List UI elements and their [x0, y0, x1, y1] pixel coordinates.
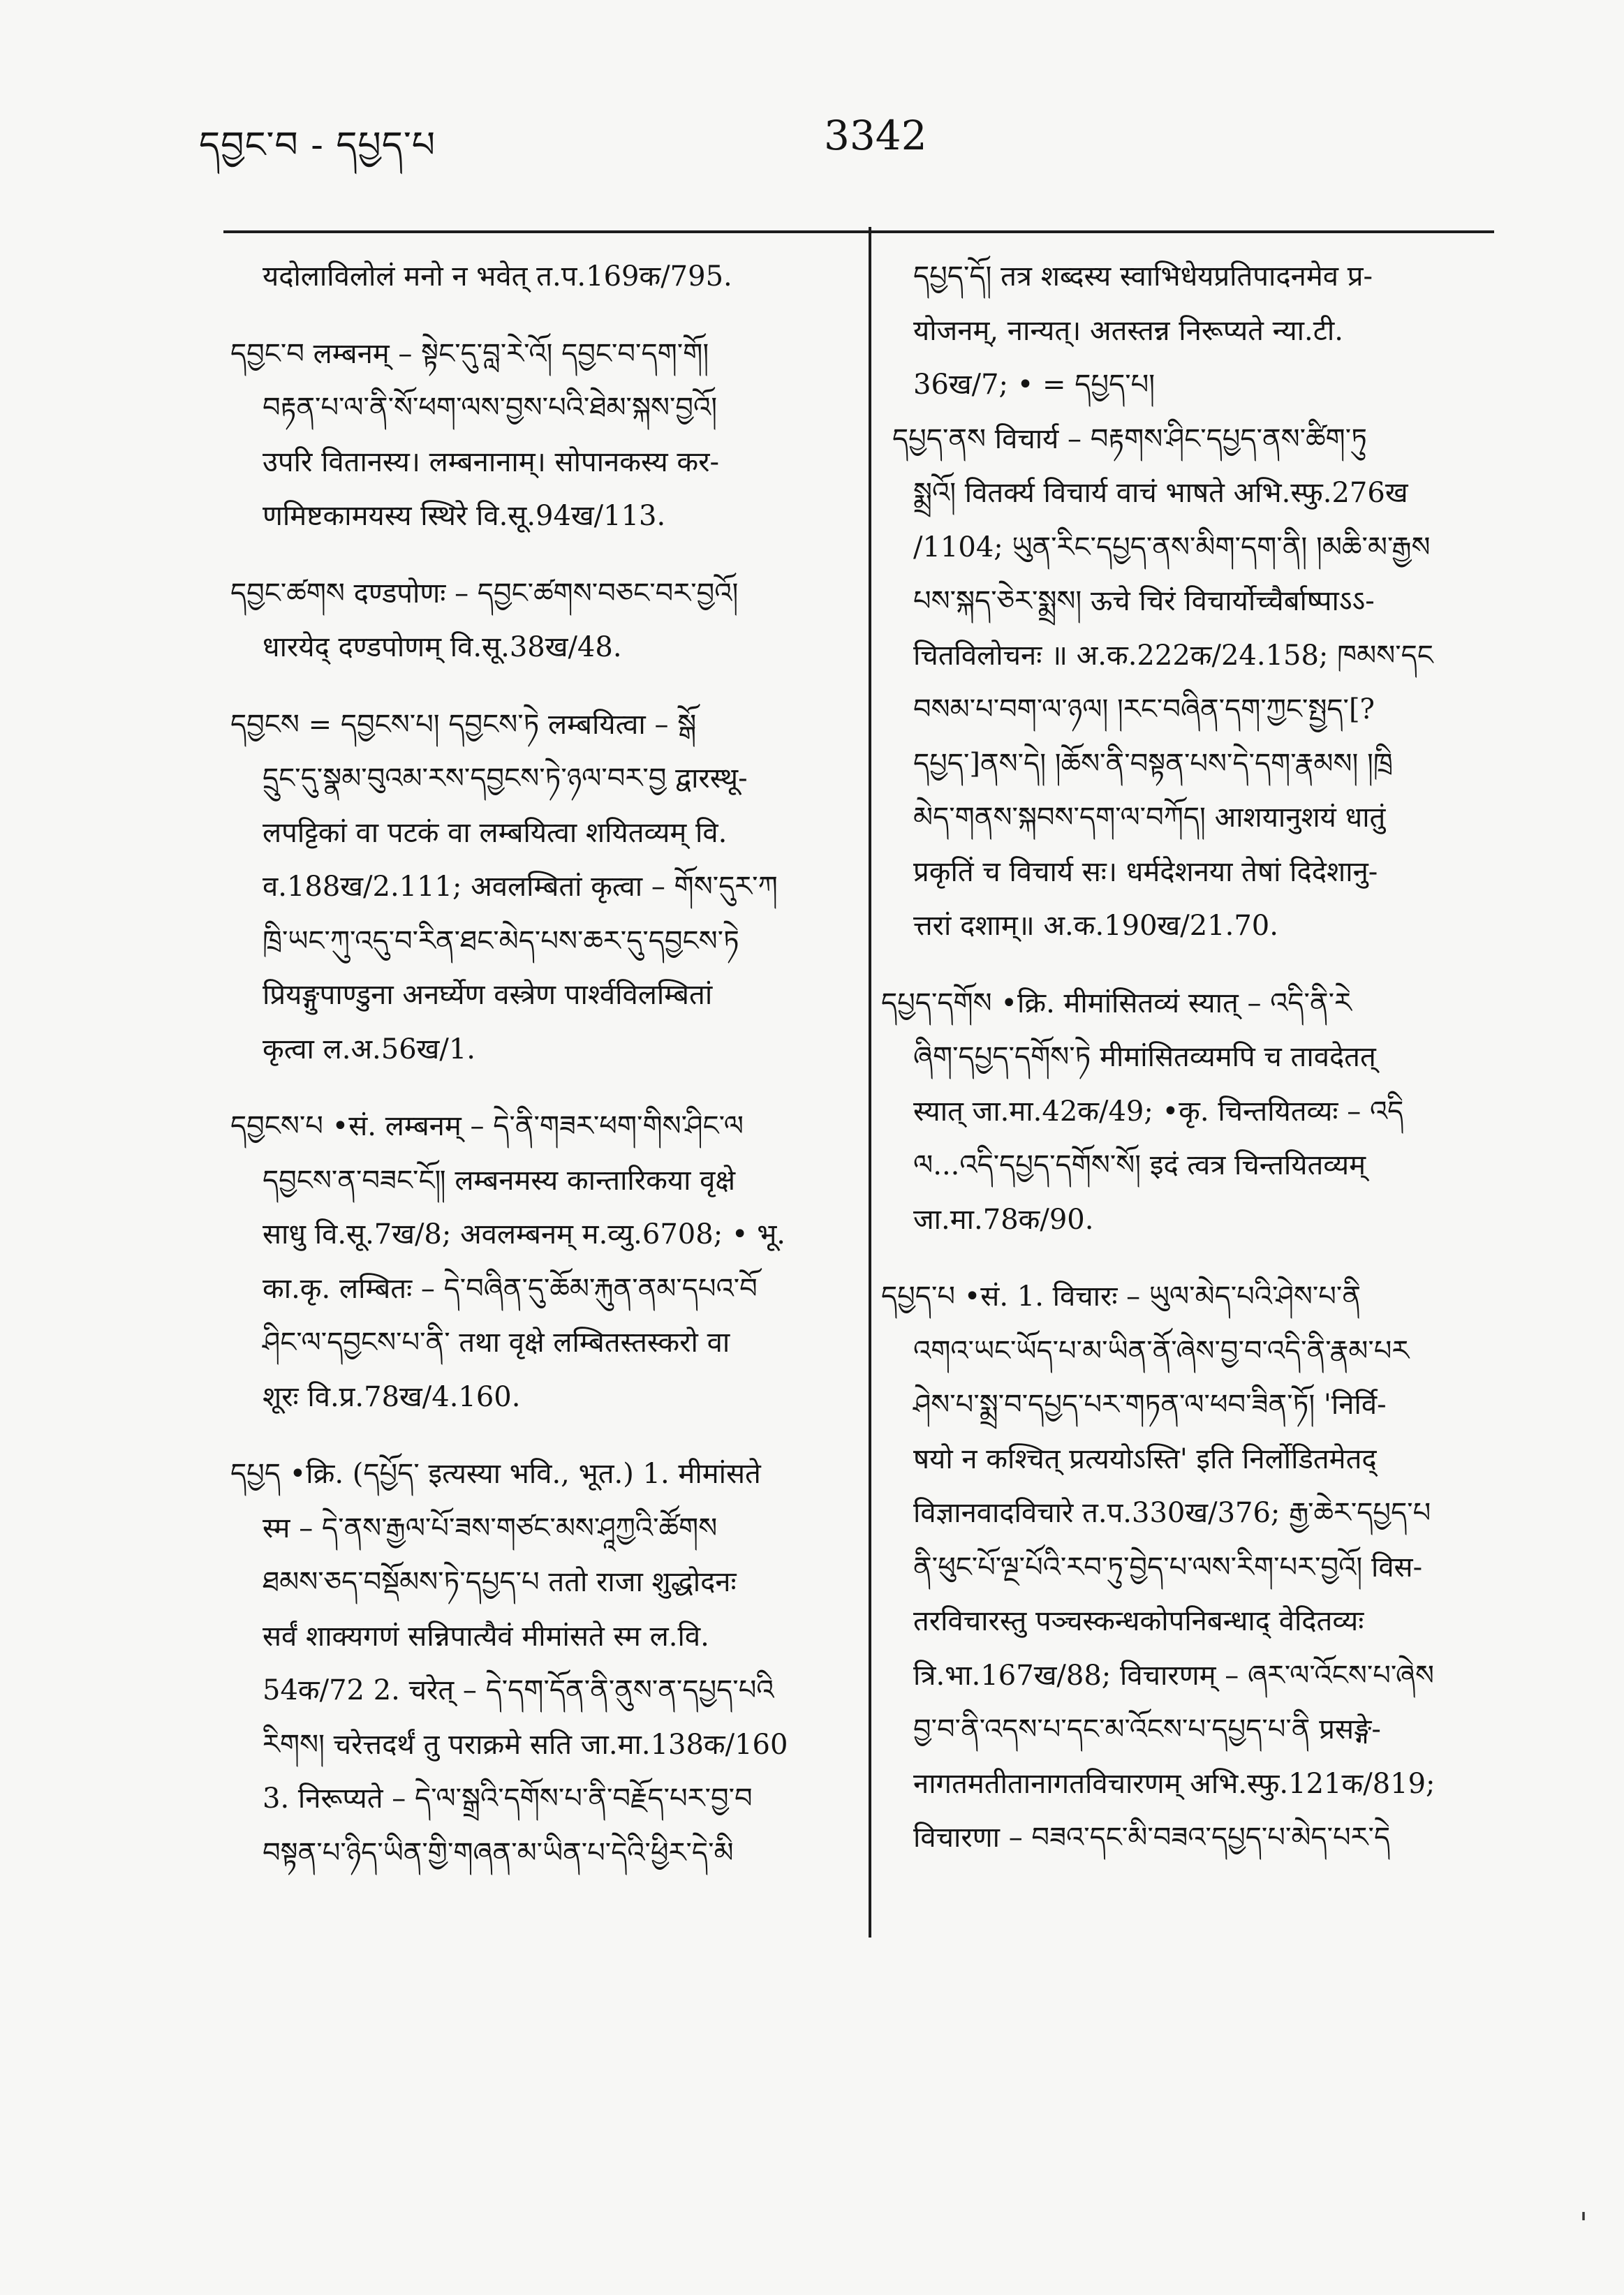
- text-line: स्यात् जा.मा.42क/49; •कृ. चिन्तयितव्यः – འདི: [913, 1095, 1404, 1128]
- entry-headword-line: དབྱངས་པ •सं. लम्बनम् – དེ་ནི་གཟར་ཕག་གིས་ཤིང་ལ: [230, 1110, 744, 1142]
- header-rule: [223, 230, 1494, 233]
- text-line: प्रकृतिं च विचार्य सः। धर्मदेशनया तेषां दिदेशानु-: [913, 855, 1378, 888]
- text-line: དཔྱད་]ནས་དེ། །ཆོས་ནི་བསྟན་པས་དེ་དག་རྣམས། །ཁྲི: [913, 747, 1393, 780]
- text-line: विचारणा – བཟའ་དང་མི་བཟའ་དཔྱད་པ་མེད་པར་དེ: [913, 1822, 1391, 1854]
- text-line: व.188ख/2.111; अवलम्बितां कृत्वा – གོས་དུར་ཀ: [263, 871, 778, 903]
- text-line: 36ख/7; • = དཔྱད་པ།: [913, 369, 1156, 401]
- text-line: का.कृ. लम्बितः – དེ་བཞིན་དུ་ཆོམ་རྐུན་ནམ་དཔའ་བོ: [263, 1272, 758, 1305]
- text-line: यदोलाविलोलं मनो न भवेत् त.प.169क/795.: [263, 260, 732, 293]
- text-line: བསམ་པ་བག་ལ་ཉལ། །རང་བཞིན་དག་ཀྱང་སྤྱད་[?: [913, 693, 1375, 725]
- text-line: प्रियङ्गुपाण्डुना अनर्घ्येण वस्त्रेण पार्श्वविलम्बितां: [263, 979, 713, 1011]
- entry-headword-line: དཔྱད་ནས विचार्य – བརྟགས་ཤིང་དཔྱད་ནས་ཚིག་ཏུ: [892, 422, 1367, 455]
- text-line: དྲུང་དུ་སྣམ་བུའམ་རས་དབྱངས་ཏེ་ཉལ་བར་བྱ द्वारस्थू-: [263, 762, 748, 795]
- entry-headword-line: དབྱང་ཚགས दण्डपोणः – དབྱང་ཚགས་བཅང་བར་བྱའོ།: [230, 577, 739, 610]
- right-column: [881, 250, 1503, 1866]
- text-line: त्तरां दशाम्॥ अ.क.190ख/21.70.: [913, 910, 1278, 942]
- text-line: चितविलोचनः ॥ अ.क.222क/24.158; ཁམས་དང: [913, 639, 1433, 672]
- text-line: कृत्वा ल.अ.56ख/1.: [263, 1033, 476, 1065]
- text-line: सर्वं शाक्यगणं सन्निपात्यैवं मीमांसते स्म ल.वि.: [263, 1620, 709, 1653]
- text-line: རིགས། चरेत्तदर्थं तु पराक्रमे सति जा.मा.138क/160: [263, 1728, 788, 1761]
- text-line: /1104; ཡུན་རིང་དཔྱད་ནས་མིག་དག་ནི། །མཆི་མ་རྒྱས: [913, 531, 1431, 563]
- text-line: नागतमतीतानागतविचारणम् अभि.स्फु.121क/819;: [913, 1767, 1435, 1800]
- text-line: ཤེས་པ་སྨྲ་བ་དཔྱད་པར་གཏན་ལ་ཕབ་ཟིན་ཏོ། 'निर्वि-: [913, 1389, 1387, 1421]
- text-line: लपट्टिकां वा पटकं वा लम्बयित्वा शयितव्यम् वि.: [263, 816, 728, 849]
- text-line: शूरः वि.प्र.78ख/4.160.: [263, 1380, 521, 1413]
- text-line: जा.मा.78क/90.: [913, 1203, 1094, 1236]
- running-head: དབྱང་བ - དཔྱད་པ: [199, 124, 436, 166]
- text-line: བརྟན་པ་ལ་ནི་སོ་ཕག་ལས་བྱས་པའི་ཐེམ་སྐས་བྱའོ།: [263, 392, 718, 424]
- entry-headword-line: དབྱང་བ लम्बनम् – སྟེང་དུ་བླ་རེ་འོ། དབྱང་བ་དག་གོ།: [230, 337, 709, 370]
- text-line: 54क/72 2. चरेत् – དེ་དག་དོན་ནི་ནུས་ན་དཔྱད་པའི: [263, 1674, 774, 1706]
- text-line: तरविचारस्तु पञ्चस्कन्धकोपनिबन्धाद् वेदितव्यः: [913, 1605, 1364, 1637]
- text-line: उपरि वितानस्य। लम्बनानाम्। सोपानकस्य कर-: [263, 445, 720, 478]
- text-line: ཤིང་ལ་དབྱངས་པ་ནི་ तथा वृक्षे लम्बितस्तस्करो वा: [263, 1327, 730, 1359]
- text-line: धारयेद् दण्डपोणम् वि.सू.38ख/48.: [263, 631, 622, 663]
- column-divider: [869, 227, 871, 1938]
- text-line: ལ...འདི་དཔྱད་དགོས་སོ། इदं त्वत्र चिन्तयितव्यम्: [913, 1149, 1366, 1181]
- text-line: णमिष्टकामयस्य स्थिरे वि.सू.94ख/113.: [263, 500, 666, 532]
- text-line: བྱ་བ་ནི་འདས་པ་དང་མ་འོངས་པ་དཔྱད་པ་ནི प्रसङ्गे-: [913, 1713, 1381, 1746]
- text-line: षयो न कश्चित् प्रत्ययोऽस्ति' इति निर्लोडितमेतद्: [913, 1442, 1377, 1475]
- left-column: [230, 250, 852, 1880]
- entry-headword-line: དཔྱད་པ •सं. 1. विचारः – ཡུལ་མེད་པའི་ཤེས་པ་ནི: [881, 1281, 1361, 1313]
- text-line: དབྱངས་ན་བཟང་ངོ༎ लम्बनमस्य कान्तारिकया वृक्षे: [263, 1164, 736, 1197]
- text-line: སྨྲའོ། वितर्क्य विचार्य वाचं भाषते अभि.स्फु.276ख: [913, 477, 1408, 509]
- text-line: ནི་ཕུང་པོ་ལྔ་པོའི་རབ་ཏུ་བྱེད་པ་ལས་རིག་པར་བྱའོ། विस-: [913, 1551, 1423, 1584]
- text-line: ཞིག་དཔྱད་དགོས་ཏེ मीमांसितव्यमपि च तावदेतत्: [913, 1041, 1376, 1073]
- text-line: མེད་གནས་སྐབས་དག་ལ་བཀོད། आशयानुशयं धातुं: [913, 802, 1386, 834]
- text-line: འགའ་ཡང་ཡོད་པ་མ་ཡིན་ནོ་ཞེས་བྱ་བ་འདི་ནི་རྣམ་པར: [913, 1334, 1410, 1367]
- entry-headword-line: དཔྱད་དགོས •क्रि. मीमांसितव्यं स्यात् – འདི་ནི་རེ: [881, 987, 1352, 1019]
- text-line: ཁྲི་ཡང་ཀུ་འདུ་བ་རིན་ཐང་མེད་པས་ཆར་དུ་དབྱངས་ཏེ: [263, 924, 739, 957]
- entry-headword-line: དབྱངས = དབྱངས་པ། དབྱངས་ཏེ लम्बयित्वा – སྒོ: [230, 708, 697, 741]
- text-line: བསྟན་པ་ཉིད་ཡིན་གྱི་གཞན་མ་ཡིན་པ་དེའི་ཕྱིར་དེ་མི: [263, 1836, 734, 1869]
- margin-mark: ': [1579, 2206, 1588, 2242]
- page-number: 3342: [824, 112, 927, 159]
- text-line: त्रि.भा.167ख/88; विचारणम् – ཞར་ལ་འོངས་པ་ཞེས: [913, 1659, 1435, 1692]
- text-line: པས་སྐད་ཅེར་སྨྲས། ऊचे चिरं विचार्योच्चैर्बाष्पाऽऽ-: [913, 585, 1375, 617]
- text-line: स्म – དེ་ནས་རྒྱལ་པོ་ཟས་གཙང་མས་ཤཱཀྱའི་ཚོགས: [263, 1512, 718, 1544]
- entry-headword-line: དཔྱད •क्रि. (དཔྱོད་ इत्यस्या भवि., भूत.) 1. मीमांसते: [230, 1458, 761, 1490]
- text-line: योजनम्, नान्यत्। अतस्तन्न निरूप्यते न्या.टी.: [913, 314, 1343, 347]
- text-line: विज्ञानवादविचारे त.प.330ख/376; རྒྱ་ཆེར་དཔྱད་པ: [913, 1497, 1431, 1529]
- text-line: 3. निरूप्यते – དེ་ལ་སྒྲའི་དགོས་པ་ནི་བརྗོད་པར་བྱ་བ: [263, 1783, 753, 1815]
- text-line: ཐམས་ཅད་བསྡོམས་ཏེ་དཔྱད་པ ततो राजा शुद्धोदनः: [263, 1566, 737, 1598]
- text-line: དཔྱད་དོ། तत्र शब्दस्य स्वाभिधेयप्रतिपादनमेव प्र-: [913, 260, 1373, 293]
- text-line: साधु वि.सू.7ख/8; अवलम्बनम् म.व्यु.6708; • भू.: [263, 1218, 786, 1250]
